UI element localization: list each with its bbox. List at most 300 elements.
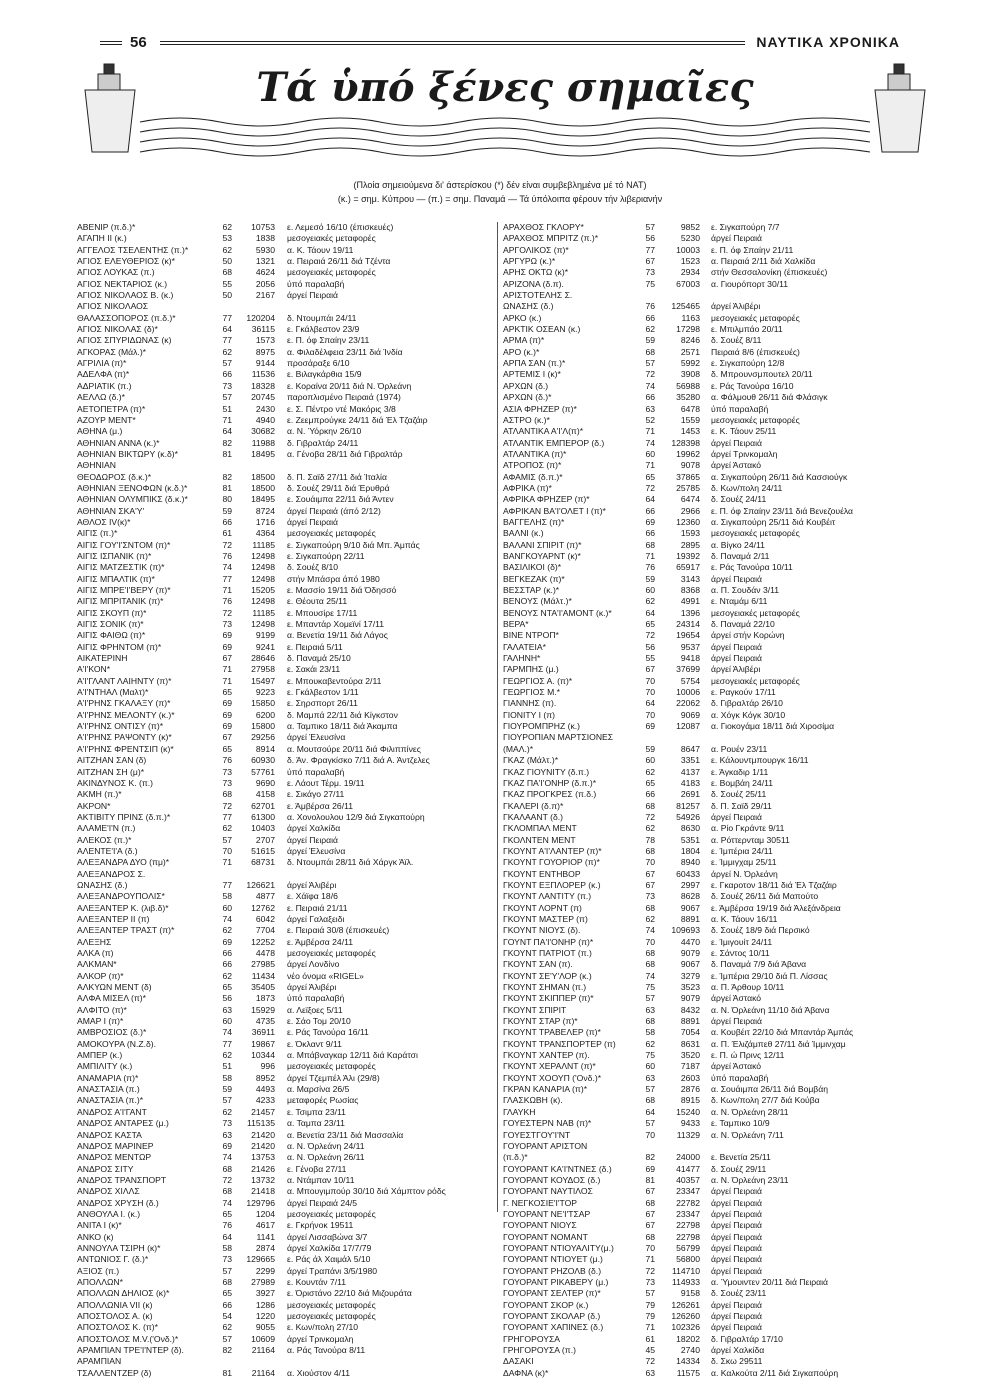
ship-row bbox=[77, 1141, 492, 1152]
status: ε. Σηρσπορτ 26/11 bbox=[287, 698, 358, 709]
ship-name: ΓΟΥΟΡΑΝΤ ΝΙΟΥΣ bbox=[503, 1220, 577, 1231]
build-year: 62 bbox=[222, 1322, 232, 1333]
tonnage: 2691 bbox=[680, 789, 700, 800]
status: άργεί Πειραιά bbox=[287, 290, 338, 301]
status: δ. Σουέζ 26/11 διά Μαπούτο bbox=[711, 891, 819, 902]
ship-name: ΓΚΟΥΝΤ ΤΡΑΒΕΛΕΡ (π)* bbox=[503, 1027, 601, 1038]
ship-name: ΓΟΥΟΡΑΝΤ ΑΡΙΣΤΟΝ bbox=[503, 1140, 588, 1151]
build-year: 75 bbox=[645, 982, 655, 993]
ship-name: ΑΤΛΑΝΤΙΚΑ Α'Ι'Λ(π)* bbox=[503, 426, 584, 437]
ship-row bbox=[503, 358, 933, 369]
status: άργεί Πειραιά bbox=[711, 1311, 762, 1321]
ship-name: ΑΡΙΖΟΝΑ (δ.π). bbox=[503, 278, 564, 289]
tonnage: 11329 bbox=[676, 1129, 700, 1140]
build-year: 71 bbox=[222, 857, 232, 868]
status: α. Ντάμπαν 10/11 bbox=[287, 1174, 355, 1185]
tonnage: 68731 bbox=[251, 857, 275, 868]
status: άργεί Τζεμπέλ Άλι (29/8) bbox=[287, 1072, 380, 1083]
ship-name: ΑΝΔΡΟΣ ΜΑΡΙΝΕΡ bbox=[77, 1140, 154, 1151]
build-year: 68 bbox=[222, 1276, 232, 1287]
build-year: 70 bbox=[222, 845, 232, 856]
ship-row bbox=[503, 347, 933, 358]
tonnage: 7187 bbox=[680, 1061, 700, 1072]
build-year: 72 bbox=[645, 369, 655, 380]
build-year: 82 bbox=[222, 471, 232, 482]
build-year: 74 bbox=[222, 1027, 232, 1038]
tonnage: 11536 bbox=[251, 369, 275, 380]
status: δ. Παναμά 22/10 bbox=[711, 619, 775, 630]
build-year: 69 bbox=[222, 641, 232, 652]
ship-row bbox=[503, 267, 933, 278]
tonnage: 11185 bbox=[252, 607, 275, 618]
ship-row bbox=[77, 676, 492, 687]
ship-row bbox=[503, 1084, 933, 1095]
ship-name: ΑΣΤΡΟ (κ.)* bbox=[503, 414, 550, 425]
ship-row bbox=[503, 1039, 933, 1050]
tonnage: 12498 bbox=[251, 596, 275, 607]
ship-row bbox=[503, 789, 933, 800]
ship-row bbox=[77, 744, 492, 755]
ship-row bbox=[77, 483, 492, 494]
build-year: 71 bbox=[645, 460, 655, 471]
ship-name: ΔΑΣΑΚΙ bbox=[503, 1356, 534, 1367]
ship-row bbox=[503, 449, 933, 460]
status: άργεί Πειραιά (άπό 2/12) bbox=[287, 505, 381, 516]
tonnage: 21418 bbox=[251, 1186, 275, 1197]
tonnage: 5230 bbox=[680, 233, 700, 244]
ship-row bbox=[77, 245, 492, 256]
build-year: 65 bbox=[222, 1288, 232, 1299]
ship-name: ΘΑΛΑΣΣΟΠΟΡΟΣ (π.δ.)* bbox=[77, 312, 176, 323]
ship-name: ΒΕΣΣΤΑΡ (κ.)* bbox=[503, 585, 560, 595]
ship-row bbox=[77, 619, 492, 630]
status: ε. Σάντος 10/11 bbox=[711, 948, 770, 958]
build-year: 62 bbox=[645, 913, 655, 924]
ship-name: ΑΝΔΡΟΣ ΜΕΝΤΩΡ bbox=[77, 1152, 152, 1163]
build-year: 54 bbox=[222, 1311, 232, 1321]
ship-row bbox=[77, 279, 492, 290]
ship-name: ΑΡΜΑ (π)* bbox=[503, 335, 545, 346]
ship-name: ΓΚΡΑΝ ΚΑΝΑΡΙΑ (π)* bbox=[503, 1084, 588, 1095]
tonnage: 8246 bbox=[680, 335, 700, 346]
build-year: 66 bbox=[645, 528, 655, 539]
ship-name: ΑΓΙΟΣ ΝΕΚΤΑΡΙΟΣ (κ.) bbox=[77, 278, 168, 289]
ship-name: ΒΕΝΟΥΣ (Μάλτ.)* bbox=[503, 596, 572, 607]
ship-row bbox=[77, 290, 492, 301]
ship-row bbox=[77, 313, 492, 324]
build-year: 74 bbox=[645, 380, 655, 391]
ship-row bbox=[503, 233, 933, 244]
tonnage: 3908 bbox=[680, 369, 700, 380]
build-year: 81 bbox=[222, 448, 232, 459]
tonnage: 21426 bbox=[251, 1163, 275, 1174]
tonnage: 56800 bbox=[676, 1254, 700, 1265]
build-year: 68 bbox=[645, 539, 655, 550]
ship-row bbox=[503, 1220, 933, 1231]
ship-row bbox=[503, 732, 933, 743]
build-year: 59 bbox=[645, 743, 655, 754]
build-year: 69 bbox=[222, 1140, 232, 1151]
tonnage: 8914 bbox=[255, 743, 275, 754]
ship-row bbox=[77, 846, 492, 857]
ship-name: ΓΚΟΥΝΤ ΛΑΝΤΙΤΥ (π.) bbox=[503, 891, 592, 902]
ship-name: ΑΘΗΝΙΑΝ ΑΝΝΑ (κ.)* bbox=[77, 437, 160, 448]
ship-row bbox=[77, 233, 492, 244]
build-year: 62 bbox=[645, 1038, 655, 1049]
tonnage: 2571 bbox=[680, 346, 700, 357]
tonnage: 60433 bbox=[676, 868, 700, 879]
build-year: 76 bbox=[645, 562, 655, 573]
ship-row bbox=[503, 698, 933, 709]
ship-name: ΓΕΩΡΓΙΟΣ Μ.* bbox=[503, 687, 561, 698]
status: ε. Γένοβα 27/11 bbox=[287, 1163, 347, 1174]
ship-row bbox=[503, 381, 933, 392]
ship-name: ΑΙΓΙΣ ΜΠΡΕ'Ι'ΒΕΡΥ (π)* bbox=[77, 585, 171, 595]
status: δ. Σουέζ 29/11 bbox=[711, 1163, 767, 1174]
tonnage: 57761 bbox=[251, 766, 275, 777]
build-year: 73 bbox=[222, 380, 232, 391]
tonnage: 7054 bbox=[680, 1027, 700, 1038]
status: ε. Άμβέρσα 26/11 bbox=[287, 800, 354, 811]
status: άργεί Χαλκίδα 17/7/79 bbox=[287, 1242, 372, 1253]
ship-name: ΓΚΟΥΝΤ ΕΞΠΛΟΡΕΡ (κ.) bbox=[503, 879, 601, 890]
status: ε. Πειραιά 21/11 bbox=[287, 902, 348, 913]
ship-name: ΑΙΓΙΣ ΜΠΑΛΤΙΚ (π)* bbox=[77, 573, 155, 584]
status: α. Γένοβα 28/11 διά Γιβραλτάρ bbox=[287, 448, 403, 459]
status: ε. Βομβάη 24/11 bbox=[711, 777, 774, 788]
ship-name: ΑΓΙΟΣ ΣΠΥΡΙΔΩΝΑΣ (κ) bbox=[77, 335, 172, 346]
tonnage: 20745 bbox=[251, 392, 275, 403]
status: α. Ράς Τανούρα 8/11 bbox=[287, 1345, 366, 1356]
ship-row bbox=[503, 369, 933, 380]
ship-row bbox=[77, 755, 492, 766]
status: άργεί Άλιβέρι bbox=[711, 664, 761, 675]
status: α. Γιοκογάμα 18/11 διά Χιροσίμα bbox=[711, 721, 835, 732]
status: ε. Πειραιά 5/11 bbox=[287, 641, 343, 652]
ship-name: ΑΡΤΕΜΙΣ Ι (κ)* bbox=[503, 369, 561, 380]
ship-name: ΑΡΑΜΠΙΑΝ ΤΡΕ'Ι'ΝΤΕΡ (δ). bbox=[77, 1345, 184, 1356]
tonnage: 126261 bbox=[671, 1299, 700, 1310]
ship-name: ΑΛΕΞΑΝΤΕΡ ΤΡΑΣΤ (π)* bbox=[77, 925, 175, 936]
ship-name: ΓΚΟΛΝΤΕΝ ΜΕΝΤ bbox=[503, 834, 576, 845]
ship-name: ΑΦΡΙΚΑΝ ΒΑ'Ι'ΟΛΕΤ Ι (π)* bbox=[503, 505, 606, 516]
tonnage: 1873 bbox=[255, 993, 275, 1004]
status: δ. Σκω 29511 bbox=[711, 1356, 763, 1367]
ship-name: ΑΝΚΟ (κ) bbox=[77, 1231, 114, 1242]
build-year: 63 bbox=[222, 1129, 232, 1140]
build-year: 68 bbox=[222, 1163, 232, 1174]
ship-row bbox=[503, 721, 933, 732]
build-year: 75 bbox=[645, 1050, 655, 1061]
status: ε. Π. όφ Σπαίην 23/11 bbox=[287, 335, 370, 346]
build-year: 77 bbox=[222, 1038, 232, 1049]
ship-row bbox=[77, 301, 492, 312]
tonnage: 4617 bbox=[255, 1220, 275, 1231]
ship-row bbox=[77, 1288, 492, 1299]
ship-name: ΑΙΤΖΗΑΝ ΣΑΝ (δ) bbox=[77, 755, 147, 766]
ship-row bbox=[503, 971, 933, 982]
ship-name: ΑΜΒΡΟΣΙΟΣ (δ.)* bbox=[77, 1027, 147, 1038]
build-year: 65 bbox=[222, 982, 232, 993]
build-year: 79 bbox=[645, 1299, 655, 1310]
ship-name: ΑΠΟΣΤΟΛΟΣ Μ.V.('Ονδ.)* bbox=[77, 1333, 179, 1344]
build-year: 77 bbox=[222, 312, 232, 323]
ship-name: ΓΚΟΥΝΤ ΧΟΟΥΠ ('Ονδ.)* bbox=[503, 1072, 602, 1083]
ship-name: ΓΚΟΥΝΤ ΧΑΝΤΕΡ (π). bbox=[503, 1050, 590, 1061]
ship-row bbox=[77, 767, 492, 778]
ship-name: ΑΝΔΡΟΣ ΑΝΤΑΡΕΣ (μ.) bbox=[77, 1118, 169, 1129]
tonnage: 8432 bbox=[680, 1004, 700, 1015]
ship-name: ΓΚΑΛΕΡΙ (δ.π)* bbox=[503, 800, 564, 811]
ship-row bbox=[503, 619, 933, 630]
ship-row bbox=[503, 937, 933, 948]
tonnage: 2966 bbox=[680, 505, 700, 516]
ship-row bbox=[77, 642, 492, 653]
build-year: 58 bbox=[222, 1072, 232, 1083]
status: δ. Σουέζ 8/11 bbox=[711, 335, 762, 346]
ship-name: ΓΟΥΟΡΑΝΤ ΚΑ'Ι'ΝΤΝΕΣ (δ.) bbox=[503, 1163, 612, 1174]
ship-name: ΑΛΕΞΑΝΔΡΑ ΔΥΟ (πμ)* bbox=[77, 857, 170, 868]
tonnage: 60930 bbox=[251, 755, 275, 766]
tonnage: 19867 bbox=[251, 1038, 275, 1049]
ship-row bbox=[503, 313, 933, 324]
status: α. Βενετία 23/11 διά Μασσαλία bbox=[287, 1129, 404, 1140]
ship-row bbox=[77, 460, 492, 471]
ship-name: ΓΟΥΟΡΑΝΤ ΣΕΛΤΕΡ (π)* bbox=[503, 1288, 601, 1299]
legend-note-flags: (κ.) = σημ. Κύπρου — (π.) = σημ. Παναμά — Τά ύπόλοιπα φέρουν τήν λιβεριανήν bbox=[337, 194, 663, 204]
status: δ. Κων/πολη 24/11 bbox=[711, 482, 783, 493]
status: στήν Θεσσαλονίκη (έπισκευές) bbox=[711, 267, 828, 278]
build-year: 72 bbox=[645, 1265, 655, 1276]
status: ε. Χάϊφα 18/6 bbox=[287, 891, 338, 902]
status: δ. Σουέζ 25/11 bbox=[711, 789, 767, 800]
ship-name: ΩΝΑΣΗΣ (δ.) bbox=[503, 301, 554, 312]
ship-row bbox=[503, 335, 933, 346]
tonnage: 9069 bbox=[680, 709, 700, 720]
ship-row bbox=[77, 891, 492, 902]
status: δ. Ντουμπάι 28/11 διά Χάργκ Άϊλ. bbox=[287, 857, 414, 868]
ship-row bbox=[503, 857, 933, 868]
ship-row bbox=[503, 1356, 933, 1367]
tonnage: 18495 bbox=[251, 448, 275, 459]
ship-name: ΑΝΑΜΑΡΙΑ (π)* bbox=[77, 1072, 139, 1083]
build-year: 62 bbox=[222, 970, 232, 981]
header-rule bbox=[160, 41, 745, 45]
build-year: 63 bbox=[645, 1072, 655, 1083]
status: Πειραιά 8/6 (έπισκευές) bbox=[711, 346, 800, 357]
tonnage: 10753 bbox=[251, 222, 275, 232]
status: ε. Πειραιά 30/8 (έπισκευές) bbox=[287, 925, 390, 936]
build-year: 70 bbox=[645, 709, 655, 720]
ship-row bbox=[503, 1288, 933, 1299]
ship-row bbox=[77, 1243, 492, 1254]
ship-name: ΑΛΕΚΟΣ (π.)* bbox=[77, 834, 132, 845]
ship-name: ΓΚΟΥΝΤ ΧΕΡΑΛΝΤ (π)* bbox=[503, 1061, 596, 1072]
ship-name: ΑΤΛΑΝΤΙΚΑ (π)* bbox=[503, 448, 567, 459]
build-year: 72 bbox=[645, 630, 655, 641]
status: ε. Όκλαντ 9/11 bbox=[287, 1038, 342, 1049]
build-year: 67 bbox=[645, 879, 655, 890]
ship-name: ΓΚΑΛΑΑΝΤ (δ.) bbox=[503, 811, 563, 822]
ship-row bbox=[77, 517, 492, 528]
ship-row bbox=[503, 1334, 933, 1345]
tonnage: 2056 bbox=[255, 278, 275, 289]
tonnage: 40357 bbox=[676, 1174, 700, 1185]
ship-row bbox=[503, 415, 933, 426]
ship-name: ΓΡΗΓΟΡΟΥΣΑ (π.) bbox=[503, 1345, 576, 1356]
tonnage: 2740 bbox=[680, 1345, 700, 1356]
status: δ. Μαμπά 22/11 διά Κίγκστον bbox=[287, 709, 398, 720]
status: ύπό παραλαβή bbox=[287, 278, 345, 289]
build-year: 74 bbox=[222, 1152, 232, 1163]
tonnage: 12498 bbox=[251, 573, 275, 584]
ship-name: ΑΙΓΙΣ ΙΣΠΑΝΙΚ (π)* bbox=[77, 550, 152, 561]
status: μεσογειακές μεταφορές bbox=[711, 414, 800, 425]
build-year: 72 bbox=[222, 607, 232, 618]
ship-row bbox=[503, 517, 933, 528]
tonnage: 2707 bbox=[255, 834, 275, 845]
status: ε. Ίμμιγχαμ 25/11 bbox=[711, 857, 777, 868]
build-year: 61 bbox=[645, 1333, 655, 1344]
ship-name: ΑΓΙΟΣ ΝΙΚΟΛΑΟΣ bbox=[77, 301, 149, 312]
ship-name: ΑΜΑΡ Ι (π)* bbox=[77, 1016, 124, 1027]
build-year: 64 bbox=[222, 426, 232, 437]
status: α. Σιγκαπούρη 25/11 διά Κουβέιτ bbox=[711, 516, 836, 527]
ship-name: ΑΖΟΥΡ ΜΕΝΤ* bbox=[77, 414, 136, 425]
ship-row bbox=[77, 1073, 492, 1084]
ship-row bbox=[503, 256, 933, 267]
ship-name: ΑΙΤΖΗΑΝ ΣΗ (μ)* bbox=[77, 766, 145, 777]
build-year: 77 bbox=[645, 244, 655, 255]
legend-note-asterisk: (Πλοία σημειούμενα δι' άστερίσκου (*) δέν είναι συμβεβλημένα μέ τό ΝΑΤ) bbox=[353, 180, 647, 190]
ship-row bbox=[77, 857, 492, 868]
ship-name: ΑΛΚΜΑΝ* bbox=[77, 959, 117, 970]
tonnage: 3523 bbox=[680, 982, 700, 993]
ship-row bbox=[77, 1039, 492, 1050]
tonnage: 18495 bbox=[251, 494, 275, 505]
build-year: 65 bbox=[645, 471, 655, 482]
status: α. Ύμουιντεν 20/11 διά Πειραιά bbox=[711, 1276, 828, 1287]
tonnage: 54926 bbox=[676, 811, 700, 822]
tonnage: 28646 bbox=[251, 653, 275, 664]
build-year: 71 bbox=[645, 1322, 655, 1333]
ship-name: ΓΚΟΥΝΤ ΣΑΝ (π). bbox=[503, 959, 573, 970]
tonnage: 9199 bbox=[255, 630, 275, 641]
build-year: 72 bbox=[222, 1174, 232, 1185]
build-year: 76 bbox=[222, 755, 232, 766]
ship-name: Α'Ι'ΡΗΝΣ ΓΚΑΛΑΞΥ (π)* bbox=[77, 698, 171, 709]
status: άργεί Πειραιά 24/5 bbox=[287, 1197, 358, 1208]
tonnage: 8891 bbox=[680, 913, 700, 924]
status: ύπό παραλαβή bbox=[287, 993, 345, 1004]
tonnage: 1396 bbox=[680, 607, 700, 618]
tonnage: 27989 bbox=[251, 1276, 275, 1287]
tonnage: 1286 bbox=[255, 1299, 275, 1310]
tonnage: 126260 bbox=[671, 1311, 700, 1321]
ship-row bbox=[77, 540, 492, 551]
ship-name: Α'Ι'ΡΗΝΣ ΟΝΤΙΣΥ (π)* bbox=[77, 721, 164, 732]
status: άργεί Πειραιά bbox=[711, 1322, 762, 1333]
ship-name: ΓΟΥΟΡΑΝΤ ΚΟΥΔΟΣ (δ.) bbox=[503, 1174, 601, 1185]
status: δ. Σουέζ 8/10 bbox=[287, 562, 339, 573]
ship-name: ΓΟΥΕΣΤΕΡΝ ΝΑΒ (π)* bbox=[503, 1118, 592, 1129]
build-year: 68 bbox=[222, 1186, 232, 1197]
ship-row bbox=[503, 925, 933, 936]
ship-row bbox=[503, 676, 933, 687]
ship-name: ΑΝΘΟΥΛΑ Ι. (κ.) bbox=[77, 1208, 141, 1219]
ship-row bbox=[77, 835, 492, 846]
status: άργεί Πειραιά bbox=[711, 1186, 762, 1197]
build-year: 57 bbox=[222, 1095, 232, 1106]
build-year: 62 bbox=[222, 222, 232, 232]
status: ε. Κ. Τάουν 25/11 bbox=[711, 426, 777, 437]
ship-row bbox=[503, 993, 933, 1004]
build-year: 65 bbox=[222, 1208, 232, 1219]
ship-name: (ΜΑΛ.)* bbox=[503, 743, 534, 754]
build-year: 69 bbox=[222, 936, 232, 947]
build-year: 71 bbox=[645, 550, 655, 561]
build-year: 67 bbox=[222, 732, 232, 743]
status: α. Ταμπικο 18/11 διά Άκαμπα bbox=[287, 721, 398, 732]
ship-name: ΓΟΥΟΡΑΝΤ ΣΚΟΡ (κ.) bbox=[503, 1299, 589, 1310]
ship-name: (π.δ.)* bbox=[503, 1152, 528, 1163]
tonnage: 4158 bbox=[255, 789, 275, 800]
status: ε. Σιγκαπούρη 9/10 διά Μπ. Άμπάς bbox=[287, 539, 420, 550]
status: δ. Σουέζ 24/11 bbox=[711, 494, 767, 505]
ship-name: ΑΘΗΝΑ (μ.) bbox=[77, 426, 123, 437]
ship-row bbox=[77, 1130, 492, 1141]
status: α. Ρουέν 23/11 bbox=[711, 743, 768, 754]
ship-row bbox=[503, 1164, 933, 1175]
tonnage: 8940 bbox=[680, 857, 700, 868]
ship-name: ΑΛΑΜΕ'Ι'Ν (π.) bbox=[77, 823, 136, 834]
build-year: 68 bbox=[645, 959, 655, 970]
tonnage: 27958 bbox=[251, 664, 275, 675]
status: μεσογειακές μεταφορές bbox=[287, 1208, 376, 1219]
tonnage: 41477 bbox=[676, 1163, 700, 1174]
page-header bbox=[100, 34, 910, 51]
ship-name: ΑΡΓΟΛΙΚΟΣ (π)* bbox=[503, 244, 569, 255]
status: νέο όνομα «RIGEL» bbox=[287, 970, 364, 981]
status: ε. Σικάγο 27/11 bbox=[287, 789, 345, 800]
ship-name: ΑΡΓΥΡΩ (κ.)* bbox=[503, 256, 556, 267]
ship-row bbox=[77, 381, 492, 392]
ship-name: ΓΚΟΥΝΤ ΠΑΤΡΙΟΤ (π.) bbox=[503, 948, 592, 958]
build-year: 60 bbox=[645, 1061, 655, 1072]
status: ε. Μασσίο 19/11 διά Όδησσό bbox=[287, 585, 397, 595]
ship-row bbox=[77, 1164, 492, 1175]
ship-name: ΑΓΚΟΡΑΣ (Μάλ.)* bbox=[77, 346, 147, 357]
ship-name: ΑΠΟΣΤΟΛΟΣ Κ. (π)* bbox=[77, 1322, 159, 1333]
status: άργεί Πειραιά bbox=[287, 516, 338, 527]
ship-name: ΑΙΓΙΣ ΣΟΝΙΚ (π)* bbox=[77, 619, 144, 630]
status: ε. Ίμπέρια 29/10 διά Π. Λίσσας bbox=[711, 970, 828, 981]
ship-row bbox=[77, 721, 492, 732]
build-year: 55 bbox=[645, 653, 655, 664]
status: άργεί Τρινκομαλη bbox=[287, 1333, 354, 1344]
ship-name: ΑΡΑΜΠΙΑΝ bbox=[77, 1356, 122, 1367]
build-year: 81 bbox=[222, 482, 232, 493]
ship-row bbox=[503, 1322, 933, 1333]
status: ε. Ράς Τανούρα 16/10 bbox=[711, 380, 794, 391]
tonnage: 12087 bbox=[676, 721, 700, 732]
build-year: 71 bbox=[222, 675, 232, 686]
ship-name: ΓΚΑΖ ΠΡΟΓΚΡΕΣ (π.δ.) bbox=[503, 789, 597, 800]
build-year: 66 bbox=[222, 516, 232, 527]
ship-row bbox=[77, 415, 492, 426]
status: άργεί Τραπάνι 3/5/1980 bbox=[287, 1265, 378, 1276]
tonnage: 25785 bbox=[676, 482, 700, 493]
